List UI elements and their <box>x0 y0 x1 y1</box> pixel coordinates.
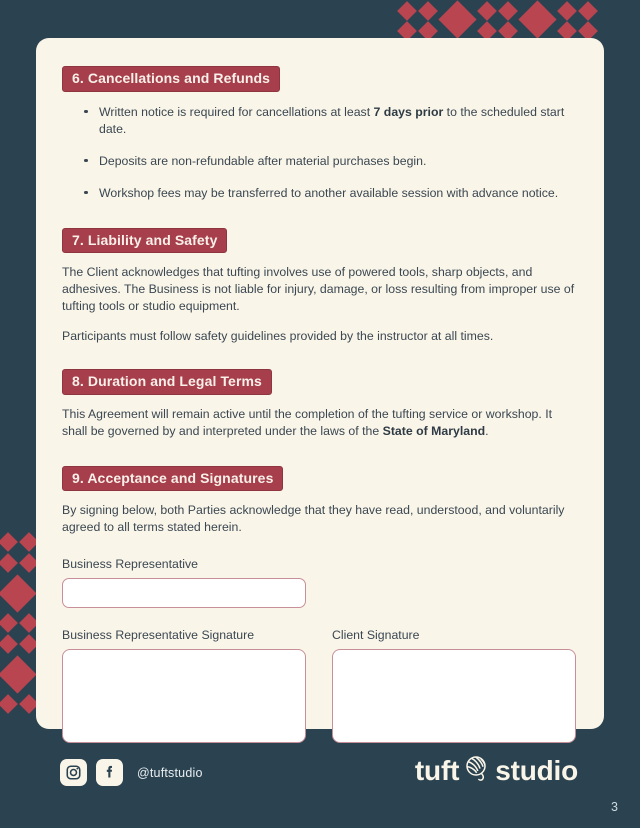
section-liability-and-safety <box>62 228 578 346</box>
bullet-text-prefix: Workshop fees may be transferred to another available session with advance notice. <box>99 185 559 200</box>
signature-row <box>62 628 578 743</box>
yarn-ball-icon <box>461 752 493 789</box>
section-heading-6: 6. Cancellations and Refunds <box>62 66 280 92</box>
cancellation-bullet-list <box>62 104 578 202</box>
duration-text-suffix: . <box>485 423 489 438</box>
page-footer <box>0 729 640 828</box>
facebook-icon[interactable] <box>96 759 123 786</box>
brand-logo <box>415 752 578 789</box>
duration-paragraph <box>62 406 578 440</box>
bullet-text-prefix: Deposits are non-refundable after material purchases begin. <box>99 153 427 168</box>
acceptance-paragraph: By signing below, both Parties acknowledge that they have read, understood, and voluntarily agreed to all terms stated herein. <box>62 503 565 535</box>
list-item <box>84 153 578 170</box>
diamond-pattern-top <box>396 0 602 40</box>
document-card <box>36 38 604 729</box>
bullet-text-prefix: Written notice is required for cancellations at least <box>99 104 374 119</box>
section-heading-7: 7. Liability and Safety <box>62 228 227 254</box>
business-signature-label: Business Representative Signature <box>62 628 255 643</box>
liability-paragraph-1: The Client acknowledges that tufting involves use of powered tools, sharp objects, and adhesives. The Business is not liable for injury, damage, or loss resulting from improper use of tufting tools or studio equipment. <box>62 265 575 314</box>
social-links <box>60 759 203 786</box>
duration-text-bold: State of Maryland <box>382 423 486 438</box>
logo-word-tuft: tuft <box>414 754 460 786</box>
section-duration-and-legal-terms <box>62 369 578 440</box>
section-heading-8: 8. Duration and Legal Terms <box>62 369 272 395</box>
instagram-icon[interactable] <box>60 759 87 786</box>
section-heading-9: 9. Acceptance and Signatures <box>62 466 283 492</box>
list-item <box>84 185 578 202</box>
duration-text-prefix: This Agreement will remain active until the completion of the tufting service or workshop. It shall be governed by and interpreted under the laws of the <box>62 406 553 438</box>
client-signature-column <box>332 628 576 743</box>
list-item <box>84 104 578 138</box>
client-signature-label: Client Signature <box>332 628 420 643</box>
logo-word-studio: studio <box>495 754 578 786</box>
bullet-text-suffix: to the scheduled start date. <box>99 104 565 136</box>
social-handle: @tuftstudio <box>137 765 203 780</box>
liability-paragraph-2: Participants must follow safety guidelines provided by the instructor at all times. <box>62 329 494 344</box>
business-signature-column <box>62 628 306 743</box>
page-number: 3 <box>611 800 618 814</box>
business-representative-label: Business Representative <box>62 557 199 572</box>
section-cancellations-and-refunds <box>62 66 578 202</box>
bullet-text-bold: 7 days prior <box>373 104 444 119</box>
section-acceptance-and-signatures <box>62 466 578 744</box>
business-representative-input[interactable] <box>62 578 306 608</box>
